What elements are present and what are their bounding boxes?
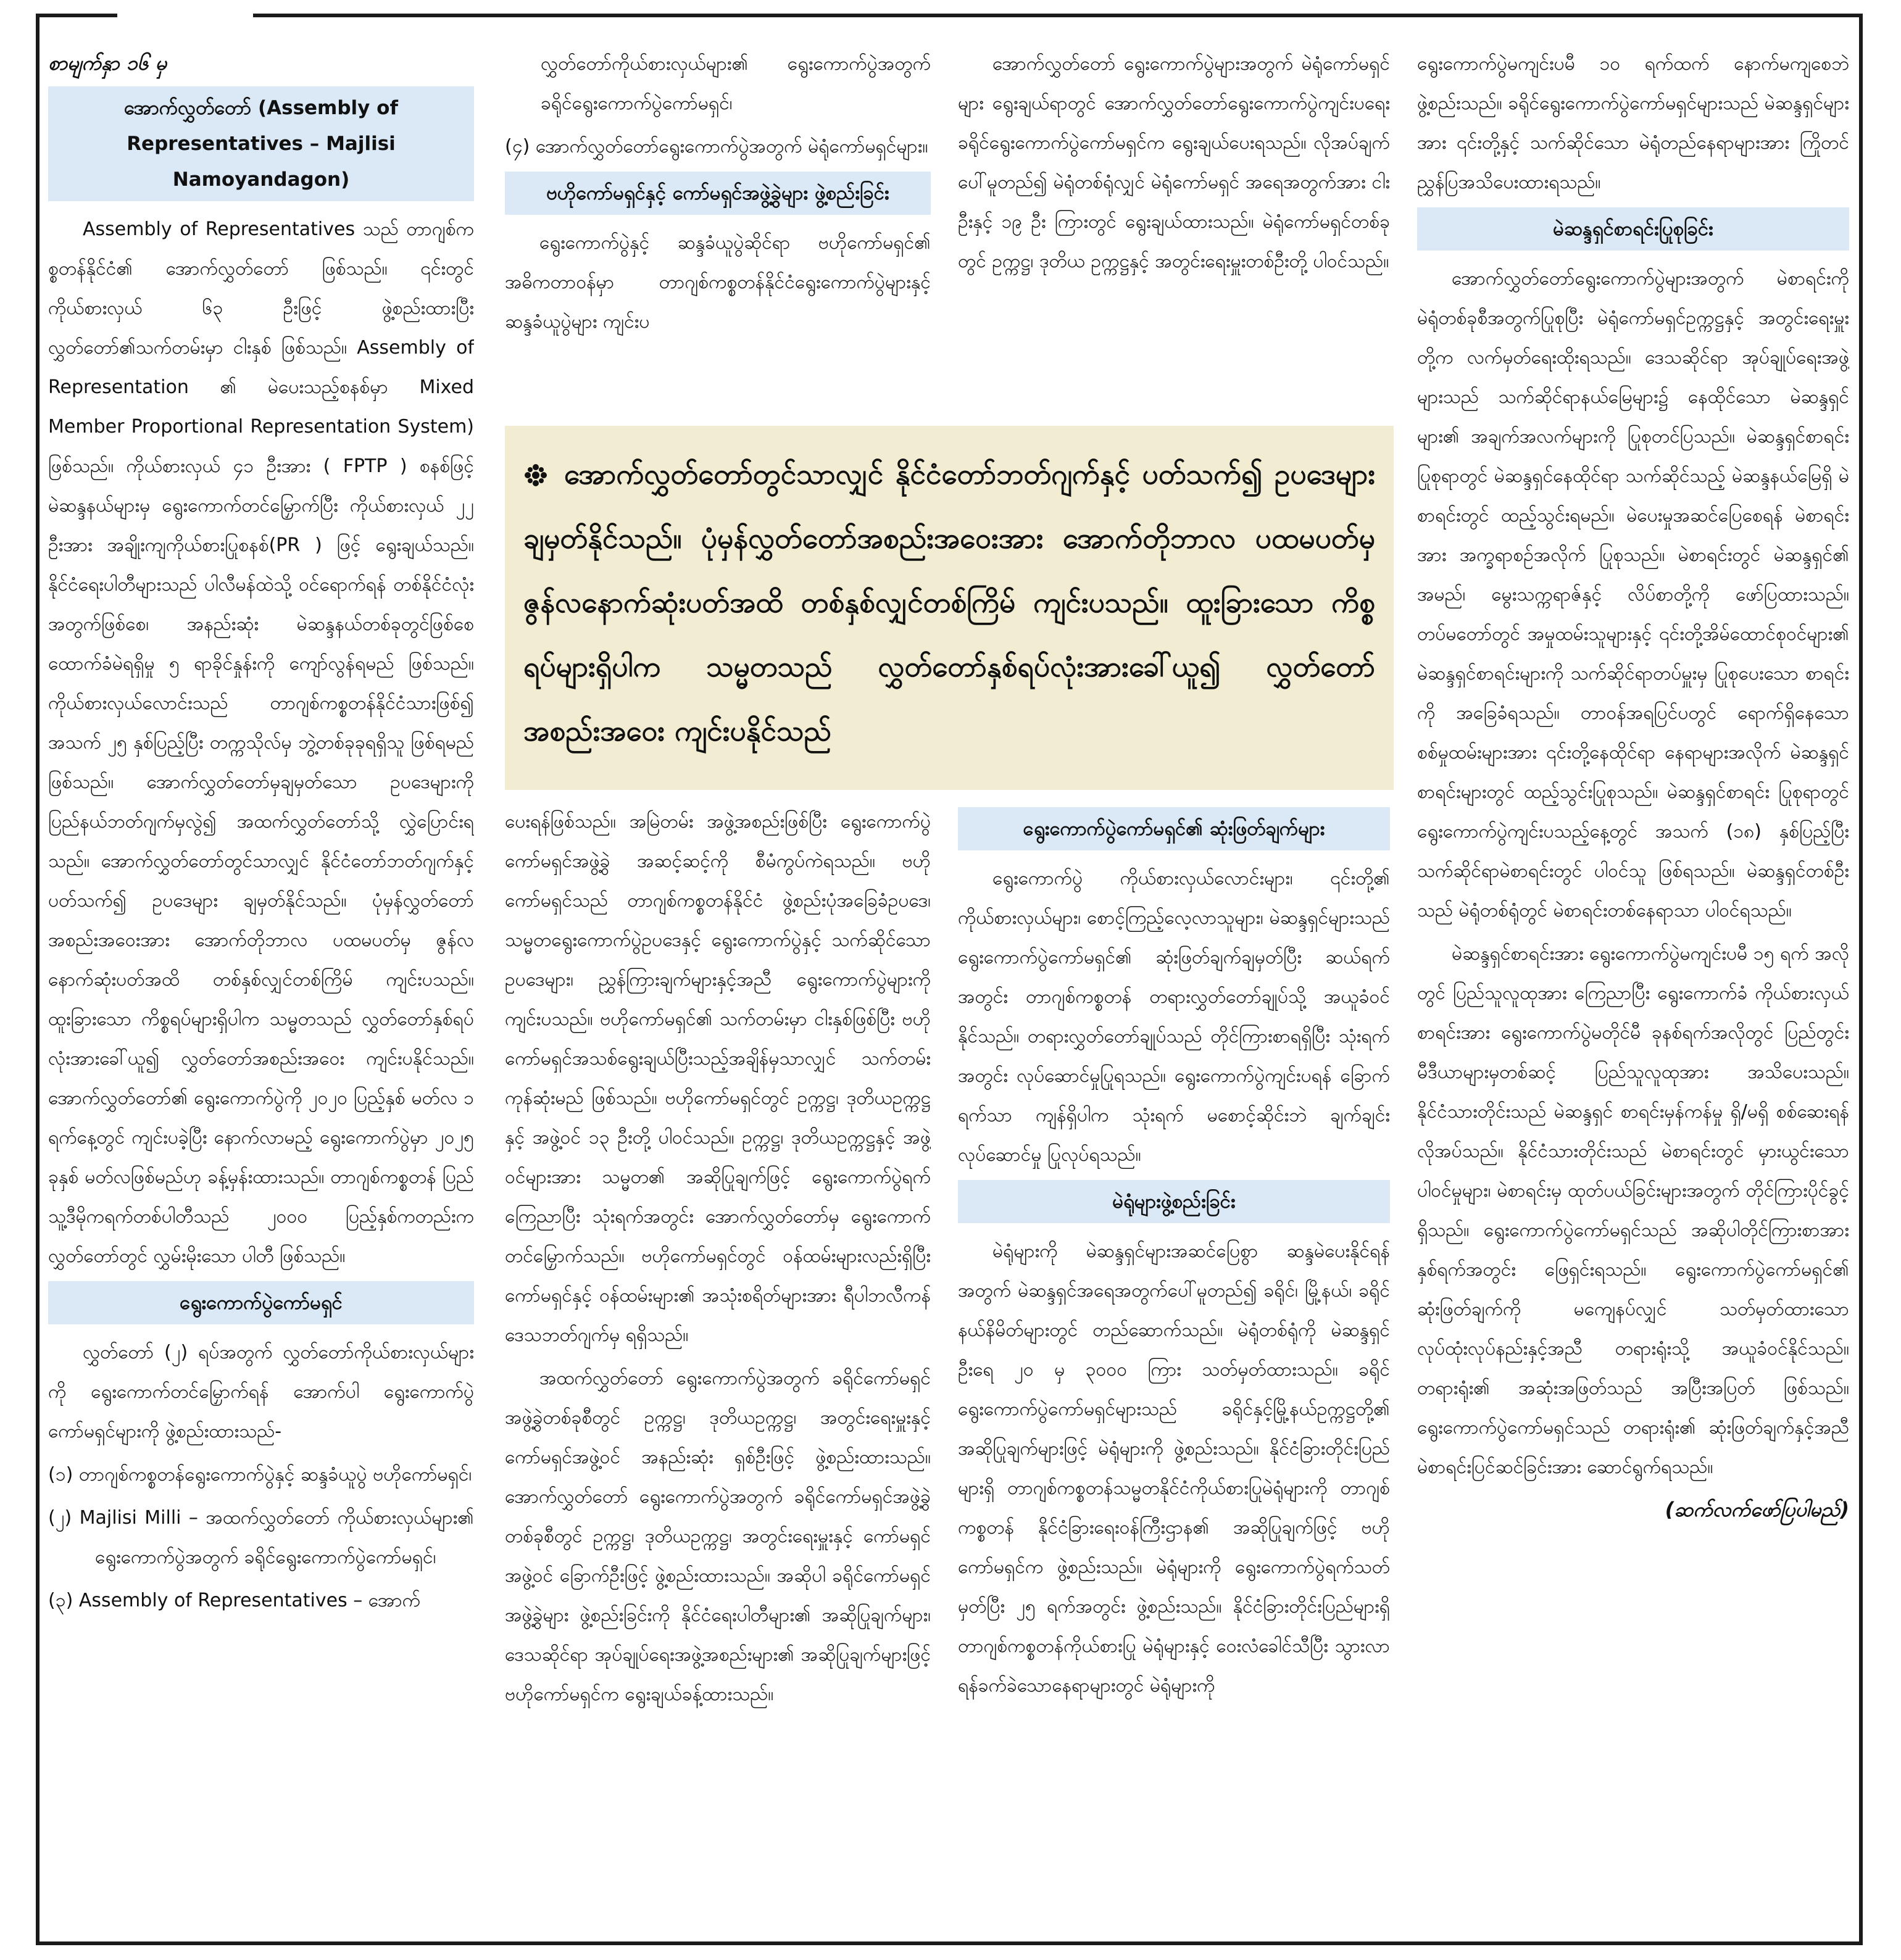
paragraph-assembly-description: Assembly of Representatives သည် တာဂျစ်ကစ္စတန်နိုင်ငံ၏ အောက်လွှတ်တော် ဖြစ်သည်။ ၎င်းတွင် ကိုယ်စားလှယ် ၆၃ ဦးဖြင့် ဖွဲ့စည်းထားပြီး လွှတ်တော်၏သက်တမ်းမှာ ငါးနှစ် ဖြစ်သည်။ Assembly of Representation ၏ မဲပေးသည့်စနစ်မှာ Mixed Member Proportional Representation System) ဖြစ်သည်။ ကိုယ်စားလှယ် ၄၁ ဦးအား ( FPTP ) စနစ်ဖြင့် မဲဆန္ဒနယ်များမှ ရွေးကောက်တင်မြှောက်ပြီး ကိုယ်စားလှယ် ၂၂ ဦးအား အချိုးကျကိုယ်စားပြုစနစ်(PR ) ဖြင့် ရွေးချယ်သည်။ နိုင်ငံရေးပါတီများသည် ပါလီမန်ထဲသို့ ဝင်ရောက်ရန် တစ်နိုင်ငံလုံးအတွက်ဖြစ်စေ၊ အနည်းဆုံး မဲဆန္ဒနယ်တစ်ခုတွင်ဖြစ်စေ ထောက်ခံမဲရရှိမှု ၅ ရာခိုင်နှုန်းကို ကျော်လွန်ရမည် ဖြစ်သည်။ ကိုယ်စားလှယ်လောင်းသည် တာဂျစ်ကစ္စတန်နိုင်ငံသားဖြစ်၍ အသက် ၂၅ နှစ်ပြည့်ပြီး တက္ကသိုလ်မှ ဘွဲ့တစ်ခုခုရရှိသူ ဖြစ်ရမည်ဖြစ်သည်။ အောက်လွှတ်တော်မှချမှတ်သော ဥပဒေများကို ပြည်နယ်ဘတ်ဂျက်မှလွဲ၍ အထက်လွှတ်တော်သို့ လွှဲပြောင်းရသည်။ အောက်လွှတ်တော်တွင်သာလျှင် နိုင်ငံတော်ဘတ်ဂျက်နှင့်ပတ်သက်၍ ဥပဒေများ ချမှတ်နိုင်သည်။ ပုံမှန်လွှတ်တော်အစည်းအဝေးအား အောက်တိုဘာလ ပထမပတ်မှ ဇွန်လနောက်ဆုံးပတ်အထိ တစ်နှစ်လျှင်တစ်ကြိမ် ကျင်းပသည်။ ထူးခြားသော ကိစ္စရပ်များရှိပါက သမ္မတသည် လွှတ်တော်နှစ်ရပ်လုံးအားခေါ်ယူ၍ လွှတ်တော်အစည်းအဝေး ကျင်းပနိုင်သည်။ အောက်လွှတ်တော်၏ ရွေးကောက်ပွဲကို ၂၀၂၀ ပြည့်နှစ် မတ်လ ၁ ရက်နေ့တွင် ကျင်းပခဲ့ပြီး နောက်လာမည့် ရွေးကောက်ပွဲမှာ ၂၀၂၅ ခုနှစ် မတ်လဖြစ်မည်ဟု ခန့်မှန်းထားသည်။ တာဂျစ်ကစ္စတန် ပြည်သူ့ဒီမိုကရက်တစ်ပါတီသည် ၂၀၀၀ ပြည့်နှစ်ကတည်းက လွှတ်တော်တွင် လွှမ်းမိုးသော ပါတီ ဖြစ်သည်။ — [48, 218, 474, 1267]
paragraph-polling-stations: မဲရုံများကို မဲဆန္ဒရှင်များအဆင်ပြေစွာ ဆန္ဒမဲပေးနိုင်ရန်အတွက် မဲဆန္ဒရှင်အရေအတွက်ပေါ်မူတည်၍ ခရိုင်၊ မြို့နယ်၊ ခရိုင်နယ်နိမိတ်များတွင် တည်ဆောက်သည်။ မဲရုံတစ်ရုံကို မဲဆန္ဒရှင်ဦးရေ ၂၀ မှ ၃၀၀၀ ကြား သတ်မှတ်ထားသည်။ ခရိုင်ရွေးကောက်ပွဲကော်မရှင်များသည် ခရိုင်နှင့်မြို့နယ်ဥက္ကဋ္ဌတို့၏ အဆိုပြုချက်များဖြင့် မဲရုံများကို ဖွဲ့စည်းသည်။ နိုင်ငံခြားတိုင်းပြည်များရှိ တာဂျစ်ကစ္စတန်သမ္မတနိုင်ငံကိုယ်စားပြုမဲရုံများကို တာဂျစ်ကစ္စတန် နိုင်ငံခြားရေးဝန်ကြီးဌာန၏ အဆိုပြုချက်ဖြင့် ဗဟိုကော်မရှင်က ဖွဲ့စည်းသည်။ မဲရုံများကို ရွေးကောက်ပွဲရက်သတ်မှတ်ပြီး ၂၅ ရက်အတွင်း ဖွဲ့စည်းသည်။ နိုင်ငံခြားတိုင်းပြည်များရှိ တာဂျစ်ကစ္စတန်ကိုယ်စားပြု မဲရုံများနှင့် ဝေးလံခေါင်သီပြီး သွားလာရန်ခက်ခဲသောနေရာများတွင် မဲရုံများကို — [958, 1240, 1390, 1696]
paragraph-voter-list-preparation: အောက်လွှတ်တော်ရွေးကောက်ပွဲများအတွက် မဲစာရင်းကို မဲရုံတစ်ခုစီအတွက်ပြုစုပြီး မဲရုံကော်မရှင်ဥက္ကဋ္ဌနှင့် အတွင်းရေးမှူးတို့က လက်မှတ်ရေးထိုးရသည်။ ဒေသဆိုင်ရာ အုပ်ချုပ်ရေးအဖွဲ့များသည် သက်ဆိုင်ရာနယ်မြေများ၌ နေထိုင်သော မဲဆန္ဒရှင်များ၏ အချက်အလက်များကို ပြုစုတင်ပြသည်။ မဲဆန္ဒရှင်စာရင်းပြုစုရာတွင် မဲဆန္ဒရှင်နေထိုင်ရာ သက်ဆိုင်သည့် မဲဆန္ဒနယ်မြေရှိ မဲစာရင်းတွင် ထည့်သွင်းရမည်။ မဲပေးမှုအဆင်ပြေစေရန် မဲစာရင်းအား အက္ခရာစဉ်အလိုက် ပြုစုသည်။ မဲစာရင်းတွင် မဲဆန္ဒရှင်၏ အမည်၊ မွေးသက္ကရာဇ်နှင့် လိပ်စာတို့ကို ဖော်ပြထားသည်။ တပ်မတော်တွင် အမှုထမ်းသူများနှင့် ၎င်းတို့အိမ်ထောင်စုဝင်များ၏ မဲဆန္ဒရှင်စာရင်းများကို သက်ဆိုင်ရာတပ်မှူးမှ ပြုစုပေးသော စာရင်းကို အခြေခံရသည်။ တာဝန်အရပြင်ပတွင် ရောက်ရှိနေသော စစ်မှုထမ်းများအား ၎င်းတို့နေထိုင်ရာ နေရာများအလိုက် မဲဆန္ဒရှင်စာရင်းများတွင် ထည့်သွင်းပြုစုသည်။ မဲဆန္ဒရှင်စာရင်း ပြုစုရာတွင် ရွေးကောက်ပွဲကျင်းပသည့်နေ့တွင် အသက် (၁၈) နှစ်ပြည့်ပြီး သက်ဆိုင်ရာမဲစာရင်းတွင် ပါဝင်သူ ဖြစ်ရသည်။ မဲဆန္ဒရှင်တစ်ဦးသည် မဲရုံတစ်ရုံတွင် မဲစာရင်းတစ်နေရာသာ ပါဝင်ရသည်။ — [1417, 268, 1849, 921]
paragraph-commission-decisions: ရွေးကောက်ပွဲ ကိုယ်စားလှယ်လောင်းများ၊ ၎င်းတို့၏ ကိုယ်စားလှယ်များ၊ စောင့်ကြည့်လေ့လာသူများ၊ မဲဆန္ဒရှင်များသည် ရွေးကောက်ပွဲကော်မရှင်၏ ဆုံးဖြတ်ချက်ချမှတ်ပြီး ဆယ်ရက်အတွင်း တာဂျစ်ကစ္စတန် တရားလွှတ်တော်ချုပ်သို့ အယူခံဝင်နိုင်သည်။ တရားလွှတ်တော်ချုပ်သည် တိုင်ကြားစာရရှိပြီး သုံးရက်အတွင်း လုပ်ဆောင်မှုပြုရသည်။ ရွေးကောက်ပွဲကျင်းပရန် ခြောက်ရက်သာ ကျန်ရှိပါက သုံးရက် မစောင့်ဆိုင်းဘဲ ချက်ချင်းလုပ်ဆောင်မှု ပြုလုပ်ရသည်။ — [958, 868, 1390, 1166]
list-item-1: (၁) တာဂျစ်ကစ္စတန်ရွေးကောက်ပွဲနှင့် ဆန္ဒခံယူပွဲ ဗဟိုကော်မရှင်၊ — [48, 1464, 472, 1485]
paragraph-polling-commissions: အောက်လွှတ်တော် ရွေးကောက်ပွဲများအတွက် မဲရုံကော်မရှင်များ ရွေးချယ်ရာတွင် အောက်လွှတ်တော်ရွေးကောက်ပွဲကျင်းပရေး ခရိုင်ရွေးကောက်ပွဲကော်မရှင်က ရွေးချယ်ပေးရသည်။ လိုအပ်ချက်ပေါ်မူတည်၍ မဲရုံတစ်ရုံလျှင် မဲရုံကော်မရှင် အရေအတွက်အား ငါးဦးနှင့် ၁၉ ဦး ကြားတွင် ရွေးချယ်ထားသည်။ မဲရုံကော်မရှင်တစ်ခုတွင် ဥက္ကဋ္ဌ၊ ဒုတိယ ဥက္ကဋ္ဌနှင့် အတွင်းရေးမှူးတစ်ဦးတို့ ပါဝင်သည်။ — [958, 53, 1390, 272]
pull-quote — [505, 426, 1394, 790]
paragraph-central-commission-continued: ပေးရန်ဖြစ်သည်။ အမြဲတမ်း အဖွဲ့အစည်းဖြစ်ပြီး ရွေးကောက်ပွဲကော်မရှင်အဖွဲ့ခွဲ အဆင့်ဆင့်ကို စီမံကွပ်ကဲရသည်။ ဗဟိုကော်မရှင်သည် တာဂျစ်ကစ္စတန်နိုင်ငံ ဖွဲ့စည်းပုံအခြေခံဥပဒေ၊ သမ္မတရွေးကောက်ပွဲဥပဒေနှင့် ရွေးကောက်ပွဲနှင့် သက်ဆိုင်သော ဥပဒေများ၊ ညွှန်ကြားချက်များနှင့်အညီ ရွေးကောက်ပွဲများကို ကျင်းပသည်။ ဗဟိုကော်မရှင်၏ သက်တမ်းမှာ ငါးနှစ်ဖြစ်ပြီး ဗဟိုကော်မရှင်အသစ်ရွေးချယ်ပြီးသည့်အချိန်မှသာလျှင် သက်တမ်းကုန်ဆုံးမည် ဖြစ်သည်။ ဗဟိုကော်မရှင်တွင် ဥက္ကဋ္ဌ၊ ဒုတိယဥက္ကဋ္ဌနှင့် အဖွဲ့ဝင် ၁၃ ဦးတို့ ပါဝင်သည်။ ဥက္ကဋ္ဌ၊ ဒုတိယဥက္ကဋ္ဌနှင့် အဖွဲ့ဝင်များအား သမ္မတ၏ အဆိုပြုချက်ဖြင့် ရွေးကောက်ပွဲရက် ကြေညာပြီး သုံးရက်အတွင်း အောက်လွှတ်တော်မှ ရွေးကောက်တင်မြှောက်သည်။ ဗဟိုကော်မရှင်တွင် ဝန်ထမ်းများလည်းရှိပြီး ကော်မရှင်နှင့် ဝန်ထမ်းများ၏ အသုံးစရိတ်များအား ရီပါဘလီကန်ဒေသဘတ်ဂျက်မှ ရရှိသည်။ — [505, 811, 931, 1346]
column-2-upper — [505, 44, 931, 421]
paragraph-voter-list-publication: မဲဆန္ဒရှင်စာရင်းအား ရွေးကောက်ပွဲမကျင်းပမီ ၁၅ ရက် အလိုတွင် ပြည်သူလူထုအား ကြေညာပြီး ရွေးကောက်ခံ ကိုယ်စားလှယ်စာရင်းအား ရွေးကောက်ပွဲမတိုင်မီ ခုနစ်ရက်အလိုတွင် ပြည်တွင်း မီဒီယာများမှတစ်ဆင့် ပြည်သူလူထုအား အသိပေးသည်။ နိုင်ငံသားတိုင်းသည် မဲဆန္ဒရှင် စာရင်းမှန်ကန်မှု ရှိ/မရှိ စစ်ဆေးရန် လိုအပ်သည်။ နိုင်ငံသားတိုင်းသည် မဲစာရင်းတွင် မှားယွင်းသော ပါဝင်မှုများ၊ မဲစာရင်းမှ ထုတ်ပယ်ခြင်းများအတွက် တိုင်ကြားပိုင်ခွင့်ရှိသည်။ ရွေးကောက်ပွဲကော်မရှင်သည် အဆိုပါတိုင်ကြားစာအား နှစ်ရက်အတွင်း ဖြေရှင်းရသည်။ ရွေးကောက်ပွဲကော်မရှင်၏ ဆုံးဖြတ်ချက်ကို မကျေနပ်လျှင် သတ်မှတ်ထားသော လုပ်ထုံးလုပ်နည်းနှင့်အညီ တရားရုံးသို့ အယူခံဝင်နိုင်သည်။ တရားရုံး၏ အဆုံးအဖြတ်သည် အပြီးအပြတ် ဖြစ်သည်။ ရွေးကောက်ပွဲကော်မရှင်သည် တရားရုံး၏ ဆုံးဖြတ်ချက်နှင့်အညီ မဲစာရင်းပြင်ဆင်ခြင်းအား ဆောင်ရွက်ရသည်။ — [1417, 943, 1849, 1478]
section-heading-commission-decisions: ရွေးကောက်ပွဲကော်မရှင်၏ ဆုံးဖြတ်ချက်များ — [958, 807, 1390, 850]
column-2-lower — [505, 802, 931, 1921]
section-heading-election-commission: ရွေးကောက်ပွဲကော်မရှင် — [48, 1281, 474, 1324]
column-3-lower — [958, 802, 1390, 1921]
list-item-3: (၃) Assembly of Representatives – အောက် — [48, 1590, 421, 1611]
paragraph-central-commission: ရွေးကောက်ပွဲနှင့် ဆန္ဒခံယူပွဲဆိုင်ရာ ဗဟိုကော်မရှင်၏ အဓိကတာဝန်မှာ တာဂျစ်ကစ္စတန်နိုင်ငံရွေးကောက်ပွဲများနှင့် ဆန္ဒခံယူပွဲများ ကျင်းပ — [505, 232, 931, 333]
column-1 — [48, 44, 474, 1921]
flower-bullet-icon — [523, 463, 548, 488]
column-4 — [1417, 44, 1849, 1921]
list-item-3-continued: လွှတ်တော်ကိုယ်စားလှယ်များ၏ ရွေးကောက်ပွဲအတွက် ခရိုင်ရွေးကောက်ပွဲကော်မရှင်၊ — [541, 53, 931, 114]
section-heading-voter-list: မဲဆန္ဒရှင်စာရင်းပြုစုခြင်း — [1417, 207, 1849, 251]
section-heading-assembly-of-representatives: အောက်လွှတ်တော် (Assembly of Representatives – Majlisi Namoyandagon) — [48, 86, 474, 201]
pull-quote-text: အောက်လွှတ်တော်တွင်သာလျှင် နိုင်ငံတော်ဘတ်ဂျက်နှင့် ပတ်သက်၍ ဥပဒေများ ချမှတ်နိုင်သည်။ ပုံမှန်လွှတ်တော်အစည်းအဝေးအား အောက်တိုဘာလ ပထမပတ်မှ ဇွန်လနောက်ဆုံးပတ်အထိ တစ်နှစ်လျှင်တစ်ကြိမ် ကျင်းပသည်။ ထူးခြားသော ကိစ္စရပ်များရှိပါက သမ္မတသည် လွှတ်တော်နှစ်ရပ်လုံးအားခေါ်ယူ၍ လွှတ်တော်အစည်းအဝေး ကျင်းပနိုင်သည် — [523, 457, 1375, 747]
list-item-4: (၄) အောက်လွှတ်တော်ရွေးကောက်ပွဲအတွက် မဲရုံကော်မရှင်များ။ — [505, 136, 928, 157]
continued-from-label: စာမျက်နှာ ၁၆ မှ — [48, 51, 167, 75]
paragraph-commission-intro: လွှတ်တော် (၂) ရပ်အတွက် လွှတ်တော်ကိုယ်စားလှယ်များကို ရွေးကောက်တင်မြှောက်ရန် အောက်ပါ ရွေးကောက်ပွဲကော်မရှင်များကို ဖွဲ့စည်းထားသည်- — [48, 1342, 474, 1442]
section-heading-polling-stations: မဲရုံများဖွဲ့စည်းခြင်း — [958, 1180, 1390, 1223]
section-heading-central-commission: ဗဟိုကော်မရှင်နှင့် ကော်မရှင်အဖွဲ့ခွဲများ ဖွဲ့စည်းခြင်း — [505, 172, 931, 215]
to-be-continued-label: (ဆက်လက်ဖော်ပြပါမည်) — [1665, 1498, 1849, 1521]
column-3-upper — [958, 44, 1390, 421]
border-gap — [117, 9, 253, 22]
paragraph-district-subcommissions: အထက်လွှတ်တော် ရွေးကောက်ပွဲအတွက် ခရိုင်ကော်မရှင်အဖွဲ့ခွဲတစ်ခုစီတွင် ဥက္ကဋ္ဌ၊ ဒုတိယဥက္ကဋ္ဌ၊ အတွင်းရေးမှူးနှင့်ကော်မရှင်အဖွဲ့ဝင် အနည်းဆုံး ရှစ်ဦးဖြင့် ဖွဲ့စည်းထားသည်။ အောက်လွှတ်တော် ရွေးကောက်ပွဲအတွက် ခရိုင်ကော်မရှင်အဖွဲ့ခွဲ တစ်ခုစီတွင် ဥက္ကဋ္ဌ၊ ဒုတိယဥက္ကဋ္ဌ၊ အတွင်းရေးမှူးနှင့် ကော်မရှင်အဖွဲ့ဝင် ခြောက်ဦးဖြင့် ဖွဲ့စည်းထားသည်။ အဆိုပါ ခရိုင်ကော်မရှင်အဖွဲ့ခွဲများ ဖွဲ့စည်းခြင်းကို နိုင်ငံရေးပါတီများ၏ အဆိုပြုချက်များ၊ ဒေသဆိုင်ရာ အုပ်ချုပ်ရေးအဖွဲ့အစည်းများ၏ အဆိုပြုချက်များဖြင့် ဗဟိုကော်မရှင်က ရွေးချယ်ခန့်ထားသည်။ — [505, 1368, 931, 1705]
list-item-2: (၂) Majlisi Milli – အထက်လွှတ်တော် ကိုယ်စားလှယ်များ၏ ရွေးကောက်ပွဲအတွက် ခရိုင်ရွေးကောက်ပွဲကော်မရှင်၊ — [48, 1507, 474, 1568]
paragraph-polling-continued: ရွေးကောက်ပွဲမကျင်းပမီ ၁၀ ရက်ထက် နောက်မကျစေဘဲ ဖွဲ့စည်းသည်။ ခရိုင်ရွေးကောက်ပွဲကော်မရှင်များသည် မဲဆန္ဒရှင်များအား ၎င်းတို့နှင့် သက်ဆိုင်သော မဲရုံတည်နေရာများအား ကြိုတင်ညွှန်ပြအသိပေးထားရသည်။ — [1417, 53, 1849, 193]
